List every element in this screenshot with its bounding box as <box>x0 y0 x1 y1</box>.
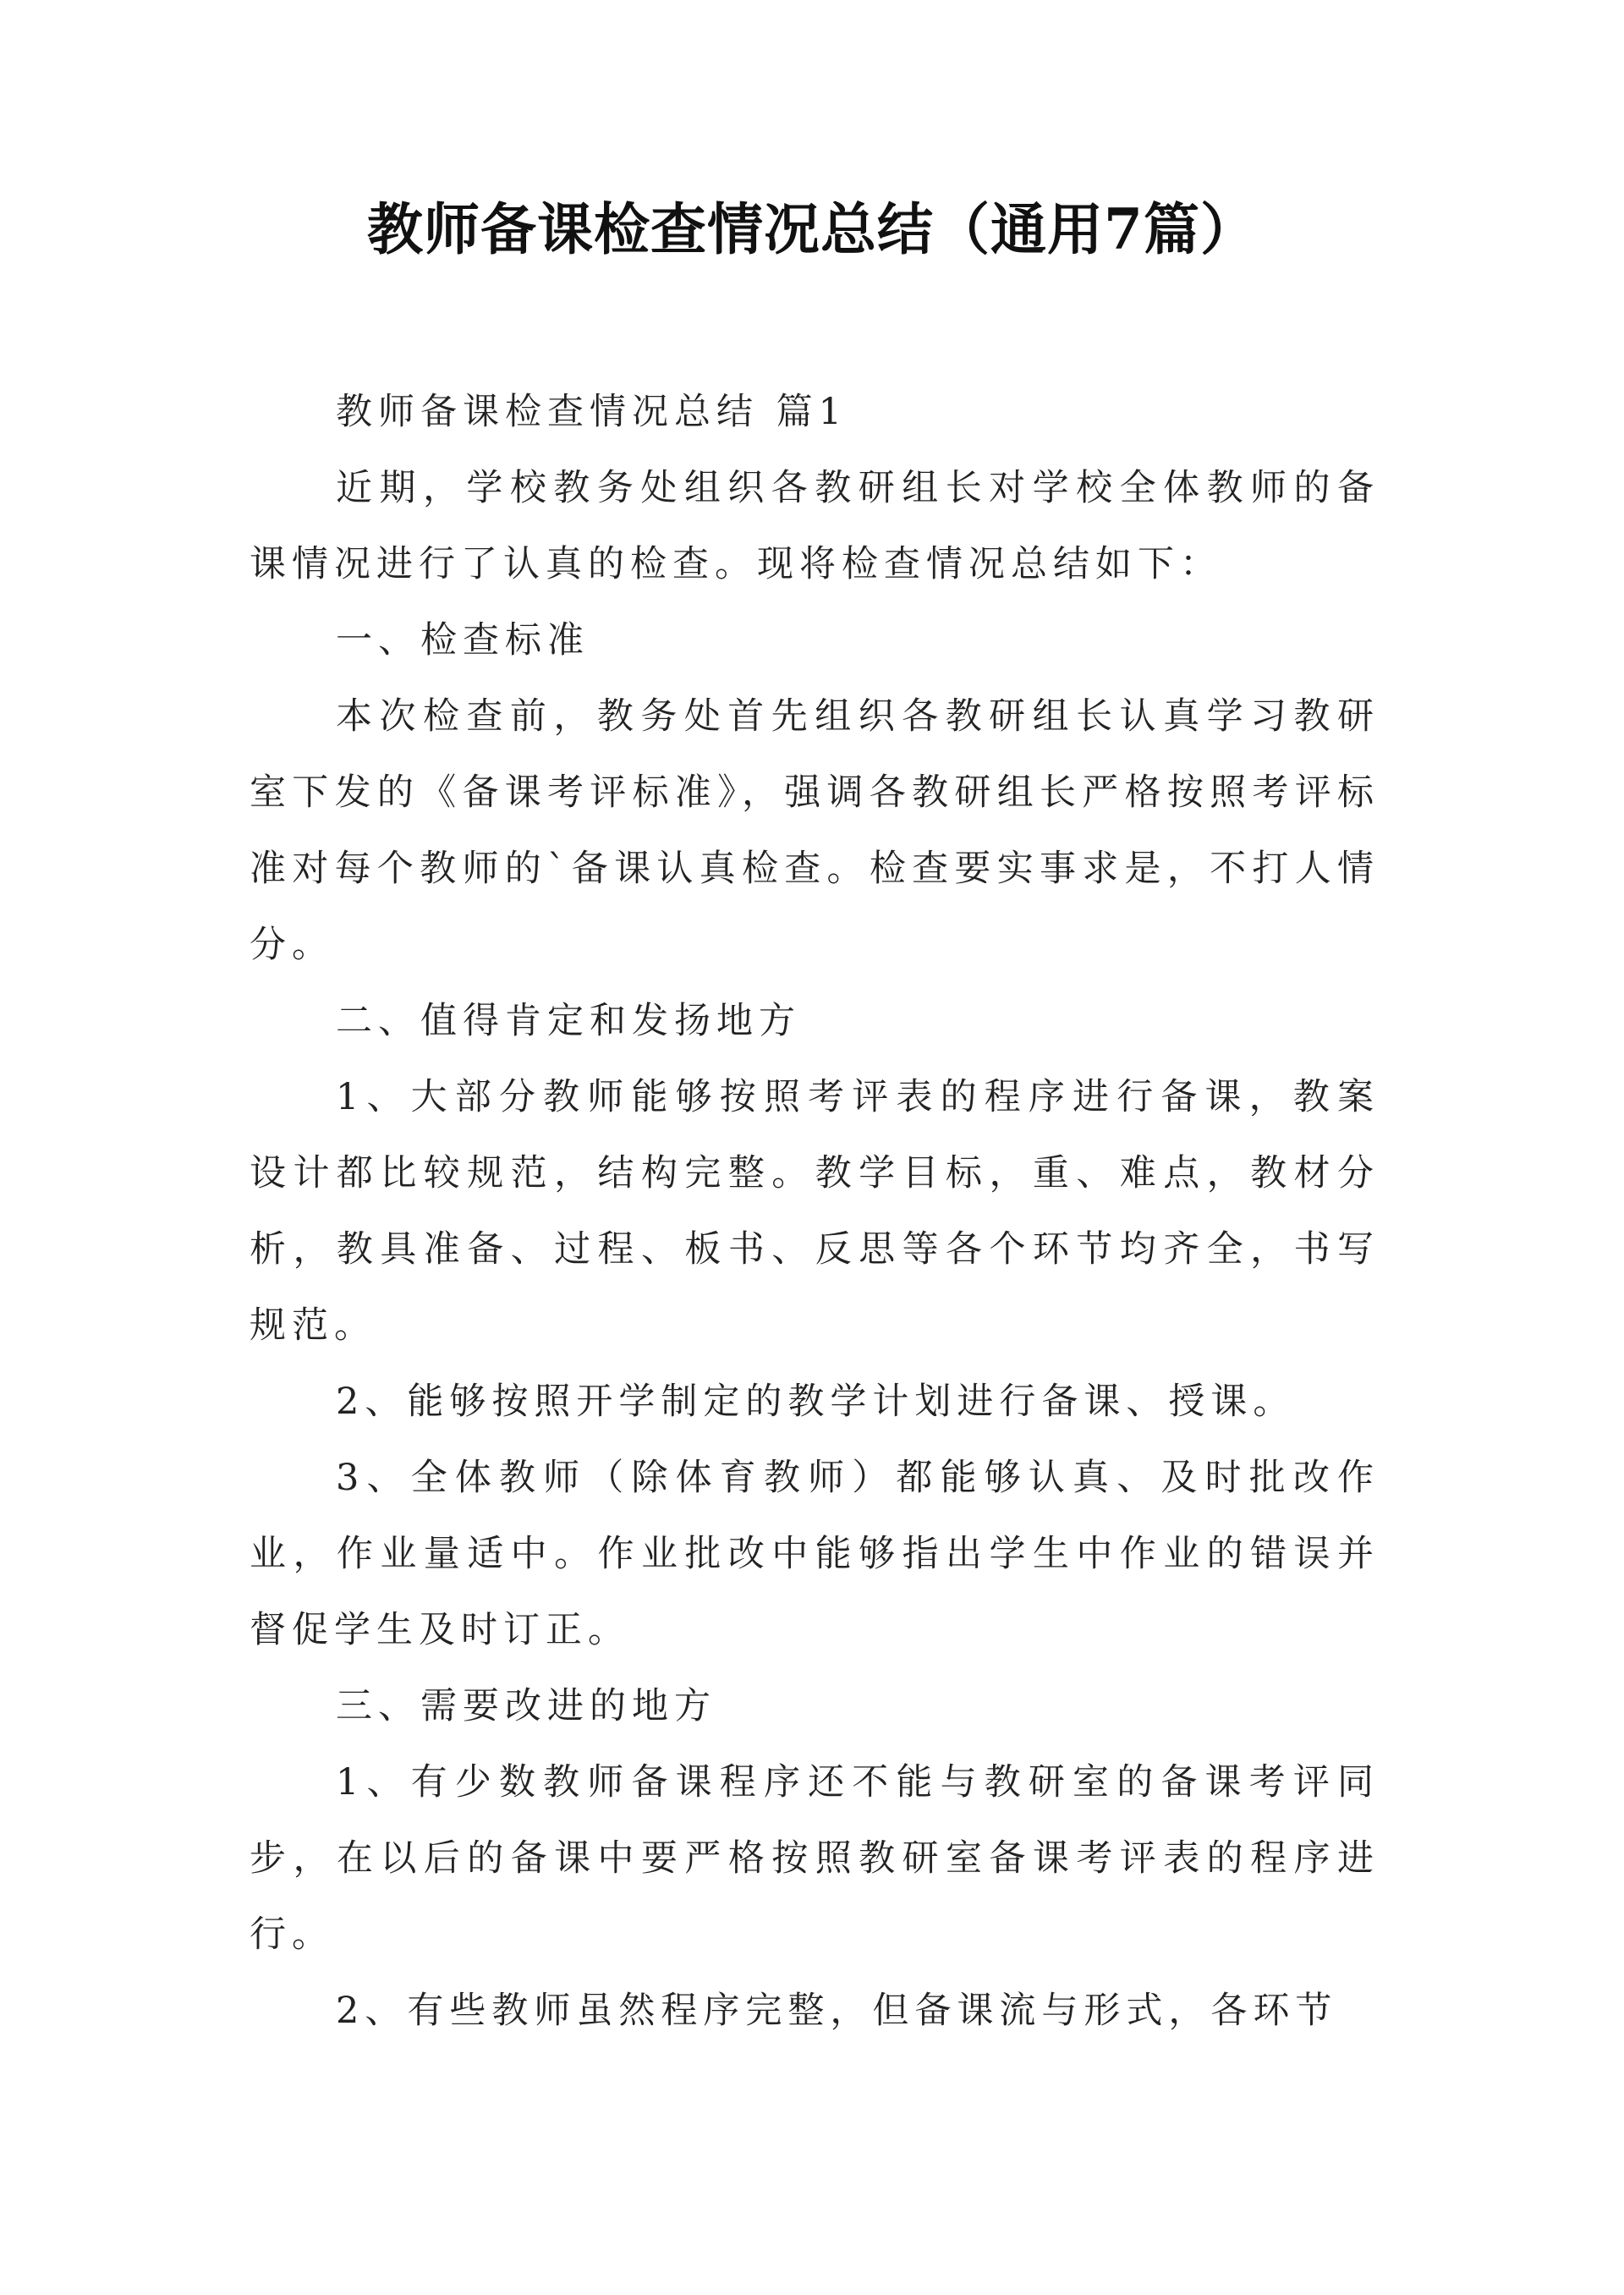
section-heading-piece-1: 教师备课检查情况总结 篇1 <box>336 391 848 433</box>
paragraph-improvement-1: 1、有少数教师备课程序还不能与教研室的备课考评同步，在以后的备课中要严格按照教研室备课考评表的程序进行。 <box>250 1761 1380 1956</box>
paragraph-improvement-2: 2、有些教师虽然程序完整，但备课流与形式，各环节 <box>336 1990 1338 2032</box>
document-title: 教师备课检查情况总结（通用7篇） <box>367 196 1257 262</box>
paragraph-strength-1: 1、大部分教师能够按照考评表的程序进行备课，教案设计都比较规范，结构完整。教学目标，重、难点，教材分析，教具准备、过程、板书、反思等各个环节均齐全，书写规范。 <box>250 1076 1380 1347</box>
heading-inspection-standard: 一、检查标准 <box>336 619 590 662</box>
intro-paragraph: 近期，学校教务处组织各教研组长对学校全体教师的备课情况进行了认真的检查。现将检查情况总结如下： <box>250 467 1380 585</box>
paragraph-inspection-standard: 本次检查前，教务处首先组织各教研组长认真学习教研室下发的《备课考评标准》，强调各教研组长严格按照考评标准对每个教师的`备课认真检查。检查要实事求是，不打人情分。 <box>250 695 1380 966</box>
heading-improvements: 三、需要改进的地方 <box>336 1685 716 1727</box>
document-body <box>250 374 1380 2049</box>
paragraph-strength-2: 2、能够按照开学制定的教学计划进行备课、授课。 <box>336 1381 1296 1423</box>
heading-strengths: 二、值得肯定和发扬地方 <box>336 1000 801 1042</box>
paragraph-strength-3: 3、全体教师（除体育教师）都能够认真、及时批改作业，作业量适中。作业批改中能够指出学生中作业的错误并督促学生及时订正。 <box>250 1457 1380 1651</box>
